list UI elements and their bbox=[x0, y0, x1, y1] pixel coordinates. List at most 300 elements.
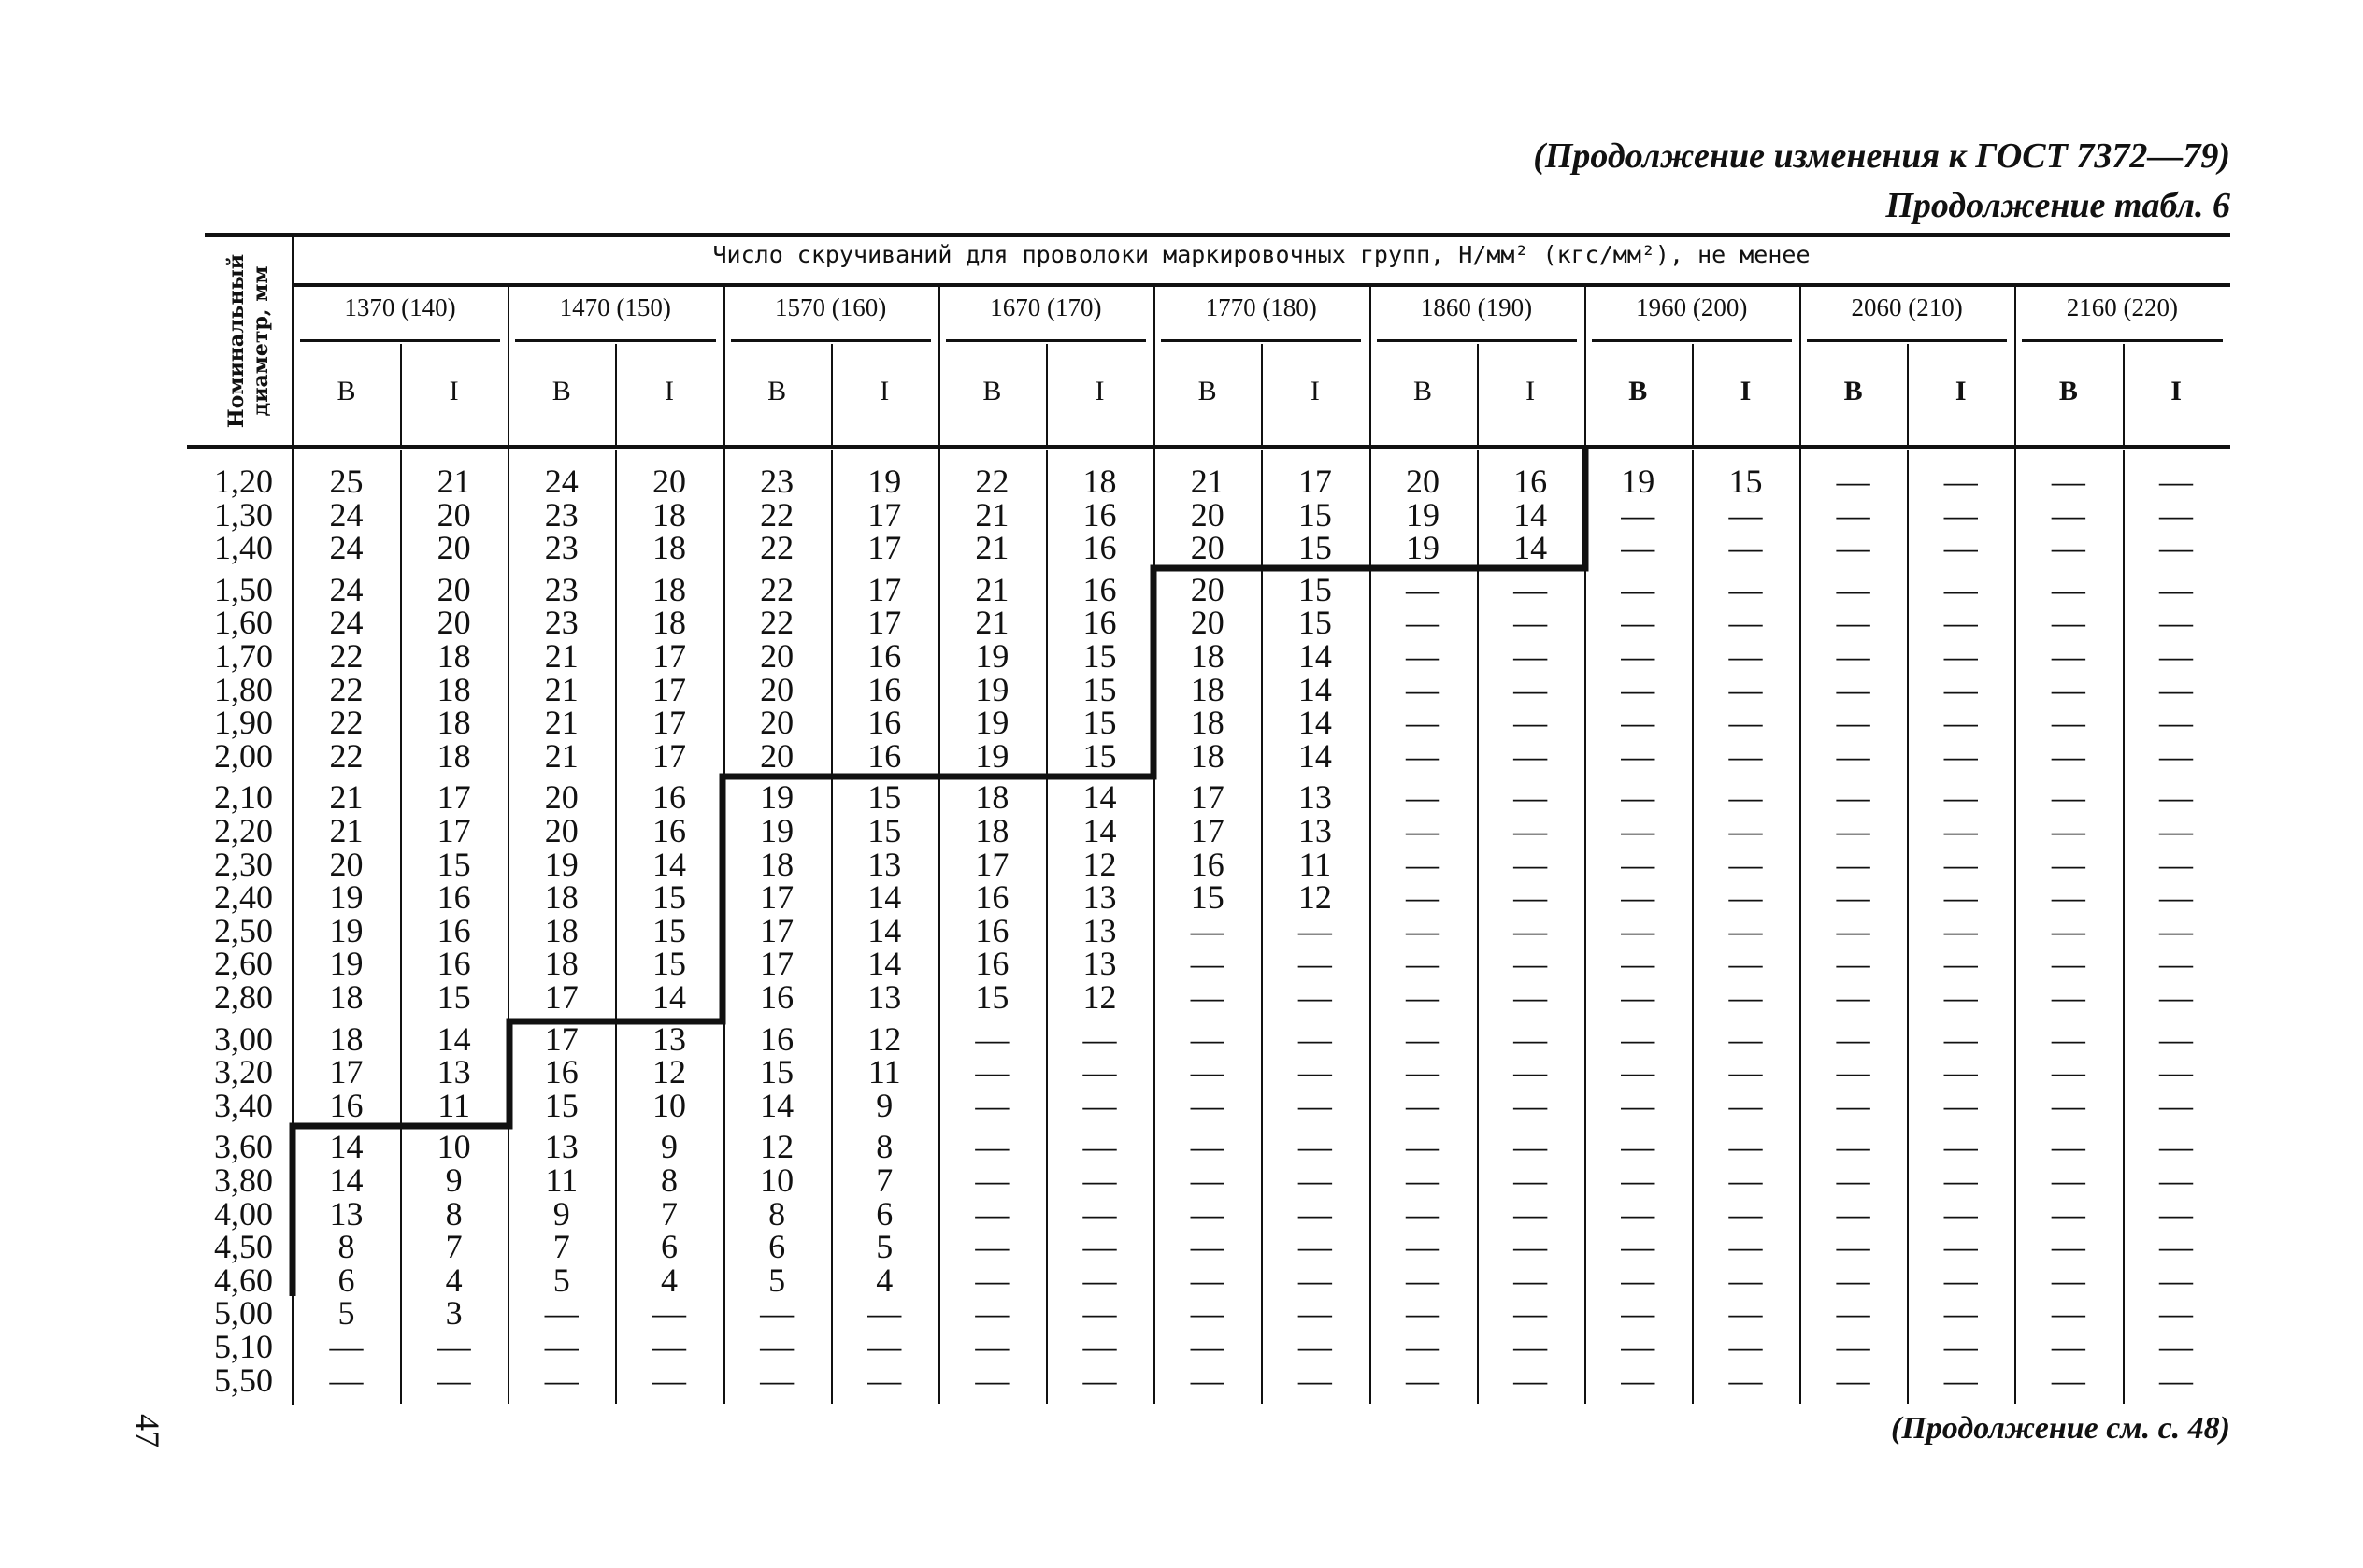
twist-count-cell: 11 bbox=[867, 1053, 901, 1091]
twist-count-cell: 17 bbox=[867, 604, 902, 642]
side-header-line1: Номинальный bbox=[224, 253, 249, 428]
twist-count-cell: 18 bbox=[652, 495, 686, 534]
twist-count-cell: 21 bbox=[975, 604, 1010, 642]
twist-count-cell: — bbox=[2051, 637, 2085, 675]
twist-count-cell: 18 bbox=[1190, 704, 1224, 742]
twist-count-cell: 24 bbox=[329, 495, 364, 534]
twist-count-cell: — bbox=[2159, 845, 2194, 883]
twist-count-cell: 16 bbox=[437, 878, 471, 917]
twist-count-cell: 14 bbox=[1082, 812, 1117, 849]
diameter-value: 2,30 bbox=[214, 845, 273, 883]
twist-count-cell: — bbox=[1728, 604, 1763, 642]
twist-count-cell: 16 bbox=[1190, 845, 1224, 883]
twist-count-cell: 14 bbox=[652, 978, 686, 1016]
sub-column-i: I bbox=[1525, 376, 1536, 406]
twist-count-cell: 16 bbox=[652, 812, 686, 849]
twist-count-cell: — bbox=[1836, 812, 1870, 849]
twist-count-cell: — bbox=[1728, 670, 1763, 708]
twist-count-cell: 19 bbox=[1406, 495, 1439, 534]
twist-count-cell: 20 bbox=[760, 637, 795, 675]
twist-count-cell: — bbox=[2051, 845, 2085, 883]
twist-count-cell: 15 bbox=[1082, 736, 1117, 775]
twist-count-cell: 20 bbox=[760, 704, 795, 742]
twist-count-cell: 18 bbox=[760, 845, 795, 883]
diameter-value: 5,50 bbox=[214, 1361, 273, 1399]
twist-count-cell: — bbox=[1406, 1361, 1439, 1399]
twist-count-cell: 15 bbox=[1082, 670, 1117, 708]
twist-count-cell: — bbox=[867, 1294, 902, 1333]
twist-count-cell: — bbox=[1836, 1194, 1870, 1233]
twist-count-cell: — bbox=[1836, 637, 1870, 675]
sub-column-i: I bbox=[2170, 376, 2182, 406]
twist-count-cell: 13 bbox=[544, 1128, 579, 1166]
twist-count-cell: — bbox=[1621, 670, 1655, 708]
twist-count-cell: — bbox=[1513, 911, 1548, 949]
twist-count-cell: — bbox=[2159, 1086, 2194, 1124]
twist-count-cell: 16 bbox=[437, 945, 471, 983]
twist-count-cell: 8 bbox=[876, 1128, 894, 1166]
twist-count-cell: — bbox=[2159, 704, 2194, 742]
strength-group-label: 2060 (210) bbox=[1851, 293, 1963, 321]
twist-count-cell: 17 bbox=[437, 812, 471, 849]
diameter-value: 1,20 bbox=[214, 463, 273, 500]
twist-count-cell: — bbox=[1621, 637, 1655, 675]
twist-count-cell: 14 bbox=[867, 911, 902, 949]
twist-count-cell: 18 bbox=[1082, 463, 1117, 500]
strength-group-label: 1470 (150) bbox=[559, 293, 671, 321]
twist-count-cell: — bbox=[1513, 1328, 1548, 1365]
sub-column-i: I bbox=[1740, 376, 1752, 406]
twist-count-cell: — bbox=[760, 1294, 795, 1333]
twist-count-cell: — bbox=[2051, 945, 2085, 983]
twist-count-cell: — bbox=[1728, 878, 1763, 917]
twist-count-cell: — bbox=[2051, 1128, 2085, 1166]
twist-count-cell: — bbox=[1728, 1086, 1763, 1124]
twist-count-cell: 15 bbox=[1297, 529, 1332, 567]
twist-count-cell: — bbox=[1297, 1053, 1332, 1091]
twist-count-cell: 16 bbox=[1082, 604, 1117, 642]
twist-count-cell: — bbox=[2051, 670, 2085, 708]
twist-count-cell: 11 bbox=[545, 1162, 579, 1199]
twist-count-cell: — bbox=[1513, 736, 1548, 775]
twist-count-cell: — bbox=[1728, 495, 1763, 534]
twist-count-cell: — bbox=[1728, 911, 1763, 949]
twist-count-cell: — bbox=[1513, 1228, 1548, 1266]
twist-count-cell: 21 bbox=[329, 778, 364, 817]
twist-count-cell: — bbox=[2159, 604, 2194, 642]
twist-count-cell: — bbox=[1621, 1053, 1655, 1091]
twist-count-cell: — bbox=[1836, 1228, 1870, 1266]
twist-count-cell: — bbox=[975, 1019, 1010, 1058]
twist-count-cell: 25 bbox=[329, 463, 364, 500]
twist-count-cell: — bbox=[760, 1328, 795, 1365]
twist-count-cell: — bbox=[1621, 570, 1655, 608]
twist-count-cell: 6 bbox=[768, 1228, 786, 1266]
twist-count-cell: 22 bbox=[329, 670, 364, 708]
twist-count-cell: — bbox=[1728, 1162, 1763, 1199]
twist-count-cell: — bbox=[1513, 604, 1548, 642]
twist-count-cell: — bbox=[1621, 1086, 1655, 1124]
twist-count-cell: — bbox=[2159, 1019, 2194, 1058]
twist-count-cell: 4 bbox=[660, 1261, 678, 1299]
twist-count-cell: — bbox=[329, 1361, 364, 1399]
twist-count-cell: 15 bbox=[1082, 704, 1117, 742]
strength-group-label: 1670 (170) bbox=[990, 293, 1102, 321]
twist-count-cell: — bbox=[1836, 736, 1870, 775]
twist-count-cell: 23 bbox=[544, 604, 579, 642]
twist-count-cell: — bbox=[2159, 1128, 2194, 1166]
twist-count-cell: 21 bbox=[544, 736, 579, 775]
twist-count-cell: 17 bbox=[544, 1019, 579, 1058]
twist-count-cell: — bbox=[1406, 736, 1439, 775]
twist-count-cell: — bbox=[1621, 1228, 1655, 1266]
twist-count-cell: — bbox=[1190, 911, 1224, 949]
twist-count-cell: — bbox=[1621, 1128, 1655, 1166]
twist-count-cell: — bbox=[544, 1294, 579, 1333]
twist-count-cell: — bbox=[1406, 1162, 1439, 1199]
diameter-value: 4,60 bbox=[214, 1261, 273, 1299]
twist-count-cell: 14 bbox=[1297, 637, 1332, 675]
twist-count-cell: 22 bbox=[329, 637, 364, 675]
twist-count-cell: — bbox=[1190, 1361, 1224, 1399]
twist-count-cell: 20 bbox=[437, 570, 471, 608]
twist-count-cell: — bbox=[1621, 704, 1655, 742]
twist-count-cell: 12 bbox=[867, 1019, 902, 1058]
twist-count-cell: — bbox=[1406, 911, 1439, 949]
strength-group-label: 1860 (190) bbox=[1420, 293, 1533, 321]
twist-count-cell: 19 bbox=[760, 812, 795, 849]
twist-count-cell: — bbox=[1513, 878, 1548, 917]
diameter-value: 2,60 bbox=[214, 945, 273, 983]
twist-count-cell: — bbox=[2159, 1328, 2194, 1365]
twist-count-cell: — bbox=[1943, 812, 1978, 849]
twist-count-cell: — bbox=[1190, 978, 1224, 1016]
twist-count-cell: — bbox=[2159, 1294, 2194, 1333]
sub-column-b: В bbox=[1412, 376, 1432, 406]
twist-count-cell: 16 bbox=[975, 911, 1010, 949]
twist-count-cell: 16 bbox=[760, 978, 795, 1016]
diameter-value: 1,70 bbox=[214, 637, 273, 675]
twist-count-cell: — bbox=[2051, 1053, 2085, 1091]
twist-count-cell: 14 bbox=[1297, 704, 1332, 742]
twist-count-cell: 15 bbox=[544, 1086, 579, 1124]
twist-count-cell: — bbox=[2051, 604, 2085, 642]
twist-count-cell: — bbox=[437, 1328, 471, 1365]
twist-count-cell: 12 bbox=[760, 1128, 795, 1166]
twist-count-cell: — bbox=[1082, 1328, 1117, 1365]
twist-count-cell: 18 bbox=[437, 637, 471, 675]
twist-count-cell: 21 bbox=[1190, 463, 1224, 500]
twist-count-cell: 20 bbox=[437, 604, 471, 642]
twist-count-cell: 13 bbox=[1297, 778, 1332, 817]
diameter-value: 1,90 bbox=[214, 704, 273, 742]
twist-count-cell: — bbox=[1190, 1228, 1224, 1266]
twist-count-cell: — bbox=[1082, 1261, 1117, 1299]
twist-count-cell: — bbox=[1836, 570, 1870, 608]
twist-count-cell: — bbox=[1082, 1294, 1117, 1333]
twist-count-cell: — bbox=[1836, 1086, 1870, 1124]
twist-count-cell: 22 bbox=[760, 495, 795, 534]
twist-count-cell: — bbox=[1836, 845, 1870, 883]
twist-count-cell: 8 bbox=[445, 1194, 463, 1233]
twist-count-cell: 10 bbox=[760, 1162, 795, 1199]
twist-count-cell: 4 bbox=[445, 1261, 463, 1299]
sub-column-i: I bbox=[449, 376, 459, 406]
diameter-value: 1,50 bbox=[214, 570, 273, 608]
twist-count-cell: 20 bbox=[1190, 529, 1224, 567]
twist-count-cell: 16 bbox=[1082, 495, 1117, 534]
twist-count-cell: — bbox=[2159, 1162, 2194, 1199]
twist-count-cell: 16 bbox=[975, 878, 1010, 917]
twist-count-cell: — bbox=[1836, 778, 1870, 817]
twist-count-cell: — bbox=[2051, 1162, 2085, 1199]
twist-count-cell: — bbox=[1836, 604, 1870, 642]
twist-count-cell: 5 bbox=[876, 1228, 894, 1266]
sub-column-i: I bbox=[880, 376, 890, 406]
twist-count-cell: 16 bbox=[652, 778, 686, 817]
twist-count-cell: — bbox=[975, 1053, 1010, 1091]
twist-count-cell: — bbox=[1836, 1019, 1870, 1058]
twist-count-cell: — bbox=[2051, 1361, 2085, 1399]
twist-count-cell: — bbox=[1943, 570, 1978, 608]
twist-count-cell: — bbox=[2159, 570, 2194, 608]
twist-count-cell: 19 bbox=[975, 704, 1010, 742]
twist-count-cell: 16 bbox=[1082, 570, 1117, 608]
twist-count-cell: 7 bbox=[660, 1194, 678, 1233]
twist-count-cell: — bbox=[1406, 1053, 1439, 1091]
twist-count-cell: — bbox=[1190, 1086, 1224, 1124]
twist-count-cell: — bbox=[1513, 845, 1548, 883]
twist-count-cell: — bbox=[1513, 1019, 1548, 1058]
twist-count-cell: — bbox=[1082, 1162, 1117, 1199]
twist-count-cell: — bbox=[2159, 1194, 2194, 1233]
twist-count-cell: — bbox=[1728, 1261, 1763, 1299]
twist-count-cell: — bbox=[1621, 945, 1655, 983]
twist-count-cell: 17 bbox=[437, 778, 471, 817]
twist-count-cell: 15 bbox=[760, 1053, 795, 1091]
twist-count-cell: — bbox=[1190, 1162, 1224, 1199]
twist-count-cell: 15 bbox=[652, 945, 686, 983]
twist-count-cell: — bbox=[1297, 978, 1332, 1016]
twist-count-cell: — bbox=[975, 1294, 1010, 1333]
twist-count-cell: — bbox=[544, 1328, 579, 1365]
twist-count-cell: — bbox=[975, 1162, 1010, 1199]
twist-count-cell: — bbox=[1297, 1361, 1332, 1399]
twist-count-cell: — bbox=[1297, 1328, 1332, 1365]
twist-count-cell: 22 bbox=[329, 704, 364, 742]
twist-count-cell: — bbox=[1297, 1162, 1332, 1199]
twist-count-cell: — bbox=[1728, 736, 1763, 775]
twist-count-cell: — bbox=[867, 1328, 902, 1365]
twist-count-cell: 18 bbox=[437, 736, 471, 775]
twist-count-cell: — bbox=[1297, 1261, 1332, 1299]
twist-count-cell: 9 bbox=[876, 1086, 894, 1124]
twist-count-cell: 8 bbox=[660, 1162, 678, 1199]
twist-count-cell: 18 bbox=[329, 978, 364, 1016]
twist-count-cell: 24 bbox=[544, 463, 579, 500]
twist-count-cell: 20 bbox=[760, 670, 795, 708]
twist-count-cell: — bbox=[1728, 1053, 1763, 1091]
twist-count-cell: — bbox=[1406, 637, 1439, 675]
twist-count-cell: 10 bbox=[652, 1086, 686, 1124]
twist-count-cell: 5 bbox=[337, 1294, 355, 1333]
twist-count-cell: — bbox=[1513, 812, 1548, 849]
twist-count-cell: 12 bbox=[1082, 845, 1117, 883]
twist-count-cell: — bbox=[1621, 736, 1655, 775]
diameter-value: 2,10 bbox=[214, 778, 273, 817]
twist-count-cell: — bbox=[1082, 1053, 1117, 1091]
twist-count-cell: 18 bbox=[1190, 670, 1224, 708]
twist-count-cell: 14 bbox=[867, 878, 902, 917]
twist-count-cell: 14 bbox=[760, 1086, 795, 1124]
twist-count-cell: 15 bbox=[652, 878, 686, 917]
twist-count-cell: — bbox=[1513, 1128, 1548, 1166]
twist-count-cell: — bbox=[2051, 1228, 2085, 1266]
twist-count-cell: 18 bbox=[1190, 736, 1224, 775]
twist-count-cell: — bbox=[2051, 1294, 2085, 1333]
twist-count-cell: — bbox=[1836, 1294, 1870, 1333]
twist-count-cell: — bbox=[1728, 1294, 1763, 1333]
twist-count-cell: — bbox=[1406, 670, 1439, 708]
twist-count-cell: 19 bbox=[1621, 463, 1655, 500]
twist-count-cell: — bbox=[2159, 495, 2194, 534]
twist-count-cell: — bbox=[1836, 529, 1870, 567]
twist-count-cell: 16 bbox=[329, 1086, 364, 1124]
twist-count-cell: 17 bbox=[867, 570, 902, 608]
twist-count-cell: — bbox=[1836, 1328, 1870, 1365]
twist-count-cell: — bbox=[1943, 1128, 1978, 1166]
twist-count-cell: — bbox=[2051, 570, 2085, 608]
side-header-line2: диаметр, мм bbox=[249, 265, 273, 416]
twist-count-cell: — bbox=[975, 1128, 1010, 1166]
twist-count-cell: — bbox=[1621, 1361, 1655, 1399]
twist-count-cell: — bbox=[1513, 1053, 1548, 1091]
twist-count-cell: — bbox=[1297, 1194, 1332, 1233]
twist-count-cell: 15 bbox=[867, 778, 902, 817]
twist-count-cell: 12 bbox=[1297, 878, 1332, 917]
twist-count-cell: — bbox=[2051, 978, 2085, 1016]
twist-count-cell: — bbox=[2051, 1328, 2085, 1365]
twist-count-cell: 16 bbox=[867, 736, 902, 775]
twist-count-cell: — bbox=[2159, 1228, 2194, 1266]
twist-count-cell: — bbox=[1297, 1128, 1332, 1166]
twist-count-cell: — bbox=[1406, 778, 1439, 817]
twist-count-cell: 21 bbox=[975, 529, 1010, 567]
sub-column-b: В bbox=[2058, 376, 2078, 406]
twist-count-cell: — bbox=[1943, 1261, 1978, 1299]
twist-count-cell: 13 bbox=[437, 1053, 471, 1091]
twist-count-cell: 10 bbox=[437, 1128, 471, 1166]
twist-count-cell: 6 bbox=[876, 1194, 894, 1233]
twist-count-cell: — bbox=[1728, 845, 1763, 883]
twist-count-cell: — bbox=[1190, 1261, 1224, 1299]
twist-count-cell: 15 bbox=[1728, 463, 1763, 500]
diameter-value: 3,00 bbox=[214, 1019, 273, 1058]
twist-count-cell: 21 bbox=[544, 704, 579, 742]
twist-count-cell: 21 bbox=[437, 463, 471, 500]
twist-count-cell: 16 bbox=[867, 670, 902, 708]
twist-count-cell: — bbox=[1943, 845, 1978, 883]
twist-count-cell: 21 bbox=[544, 637, 579, 675]
twist-count-cell: — bbox=[1513, 1194, 1548, 1233]
sub-column-i: I bbox=[1955, 376, 1967, 406]
twist-count-cell: — bbox=[1836, 1162, 1870, 1199]
twist-count-cell: — bbox=[1513, 704, 1548, 742]
twist-count-cell: — bbox=[1728, 1128, 1763, 1166]
diameter-value: 3,60 bbox=[214, 1128, 273, 1166]
twist-count-cell: 15 bbox=[1082, 637, 1117, 675]
strength-group-label: 1370 (140) bbox=[344, 293, 456, 321]
twist-count-cell: 23 bbox=[760, 463, 795, 500]
twist-count-cell: — bbox=[2159, 878, 2194, 917]
twist-count-cell: — bbox=[1621, 911, 1655, 949]
twist-count-cell: — bbox=[1406, 604, 1439, 642]
twist-count-cell: 17 bbox=[652, 736, 686, 775]
twist-count-cell: — bbox=[867, 1361, 902, 1399]
twist-count-cell: 14 bbox=[1513, 495, 1548, 534]
diameter-value: 2,80 bbox=[214, 978, 273, 1016]
diameter-value: 2,40 bbox=[214, 878, 273, 917]
twist-count-cell: — bbox=[1406, 1086, 1439, 1124]
diameter-value: 2,00 bbox=[214, 736, 273, 775]
twist-count-cell: — bbox=[1943, 978, 1978, 1016]
twist-count-cell: 20 bbox=[544, 812, 579, 849]
twist-count-cell: — bbox=[1513, 1086, 1548, 1124]
twist-count-cell: — bbox=[1836, 978, 1870, 1016]
twist-count-cell: 21 bbox=[544, 670, 579, 708]
diameter-value: 1,80 bbox=[214, 670, 273, 708]
twist-count-cell: — bbox=[1190, 1194, 1224, 1233]
twist-count-cell: — bbox=[1621, 1194, 1655, 1233]
diameter-value: 1,40 bbox=[214, 529, 273, 567]
twist-count-cell: — bbox=[1513, 978, 1548, 1016]
sub-column-i: I bbox=[1310, 376, 1320, 406]
twist-count-cell: 18 bbox=[437, 670, 471, 708]
twist-count-cell: — bbox=[2051, 736, 2085, 775]
twist-count-cell: — bbox=[2051, 812, 2085, 849]
twist-count-cell: 20 bbox=[329, 845, 364, 883]
twist-count-cell: — bbox=[1621, 1261, 1655, 1299]
twist-count-cell: 15 bbox=[437, 978, 471, 1016]
twist-count-cell: — bbox=[1943, 670, 1978, 708]
twist-count-cell: 20 bbox=[1190, 570, 1224, 608]
twist-count-cell: — bbox=[1943, 945, 1978, 983]
diameter-value: 4,00 bbox=[214, 1194, 273, 1233]
twist-count-cell: — bbox=[2159, 637, 2194, 675]
diameter-value: 3,20 bbox=[214, 1053, 273, 1091]
twist-count-cell: 19 bbox=[975, 637, 1010, 675]
sub-column-b: В bbox=[767, 376, 787, 406]
twist-count-cell: 20 bbox=[1406, 463, 1439, 500]
diameter-value: 2,20 bbox=[214, 812, 273, 849]
sub-column-b: В bbox=[337, 376, 356, 406]
twist-count-cell: — bbox=[1728, 529, 1763, 567]
twist-count-cell: — bbox=[1297, 1019, 1332, 1058]
twist-count-cell: 20 bbox=[760, 736, 795, 775]
twist-count-cell: — bbox=[1406, 812, 1439, 849]
twist-count-cell: 18 bbox=[1190, 637, 1224, 675]
twist-count-cell: — bbox=[1943, 529, 1978, 567]
twist-count-cell: — bbox=[1513, 1261, 1548, 1299]
twist-count-cell: — bbox=[2159, 1053, 2194, 1091]
page-number: 47 bbox=[129, 1414, 166, 1447]
boundary-line bbox=[293, 449, 1585, 1299]
diameter-value: 5,10 bbox=[214, 1328, 273, 1365]
twist-count-cell: 14 bbox=[329, 1162, 364, 1199]
twist-count-cell: — bbox=[2159, 945, 2194, 983]
twist-count-cell: 6 bbox=[660, 1228, 678, 1266]
twist-count-cell: 18 bbox=[544, 945, 579, 983]
